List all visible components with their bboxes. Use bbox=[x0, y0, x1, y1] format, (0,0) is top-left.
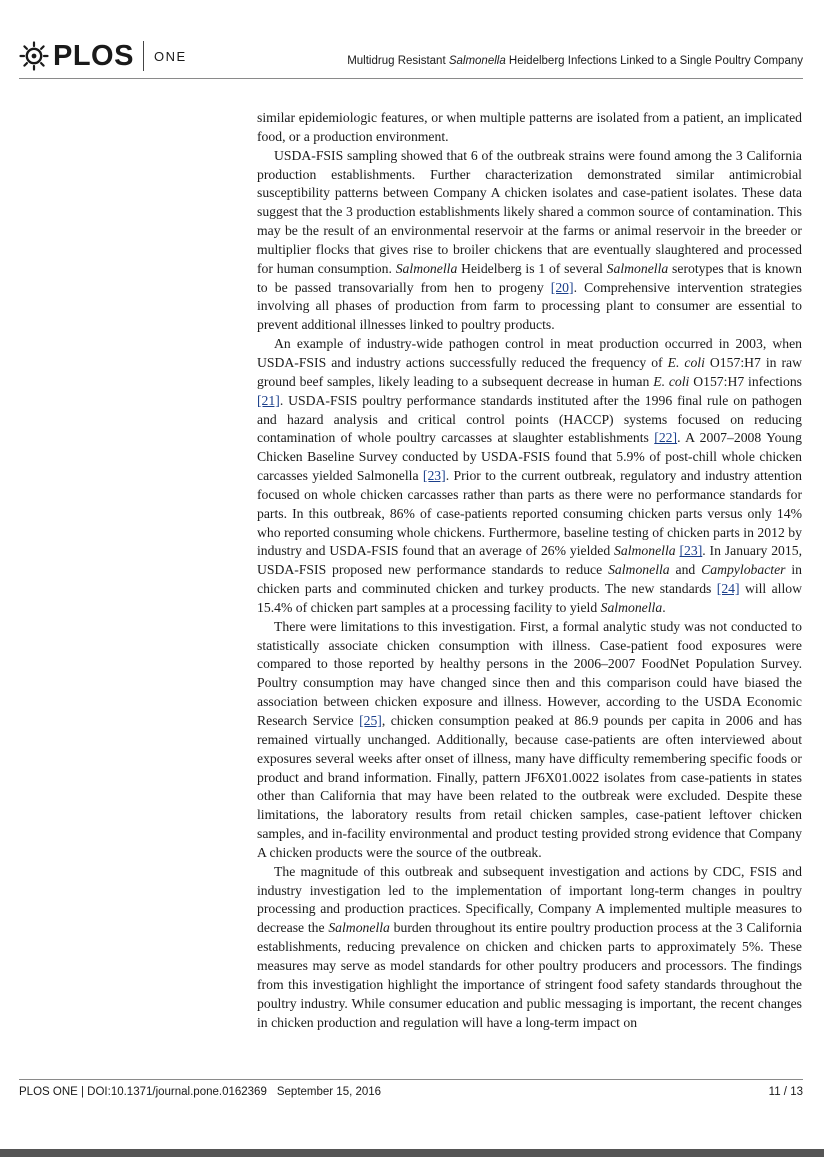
text-run: will allow 15.4% of chicken part samples at a processing facility to yield bbox=[257, 581, 803, 615]
text-run: . bbox=[662, 599, 666, 615]
text-run: An example of industry-wide pathogen control in meat production occurred in 2003, when USDA-FSIS and industry actions successfully reduced the frequency of bbox=[257, 336, 802, 370]
reference-link[interactable]: [20] bbox=[550, 279, 574, 295]
running-title: Multidrug Resistant Salmonella Heidelberg Infections Linked to a Single Poultry Company bbox=[347, 55, 803, 67]
reference-link[interactable]: [24] bbox=[716, 581, 740, 597]
text-run: O157:H7 in raw ground beef samples, likely leading to a subsequent decrease in human bbox=[257, 354, 802, 389]
text-run: . Prior to the current outbreak, regulatory and industry attention focused on whole chicken carcasses rather than parts as there were no performance standards for parts. In this outbreak, 86% of case-patients reported consuming chicken parts versus only 14% who reported consuming whole chickens. Furthermore, baseline testing of chicken parts in 2012 by industry and USDA-FSIS found that an average of 26% yielded bbox=[257, 468, 802, 559]
paragraph bbox=[257, 147, 802, 335]
reference-link[interactable]: [23] bbox=[422, 468, 446, 484]
article-body bbox=[257, 109, 802, 1032]
paragraph bbox=[257, 335, 802, 618]
text-run: . USDA-FSIS poultry performance standards instituted after the 1996 final rule on pathogen and hazard analysis and critical control points (HACCP) systems focused on reducing contamination of whole poultry carcasses at slaughter establishments bbox=[257, 392, 802, 446]
footer-citation bbox=[19, 1086, 381, 1098]
paragraph bbox=[257, 863, 802, 1033]
italic-term: Campylobacter bbox=[701, 562, 786, 578]
text-run: . A 2007–2008 Young Chicken Baseline Survey conducted by USDA-FSIS found that 5.9% of post-chill whole chicken carcasses yielded Salmonella bbox=[257, 430, 802, 484]
reference-link[interactable]: [21] bbox=[257, 392, 280, 408]
paragraph-continued bbox=[257, 109, 802, 147]
text-run: USDA-FSIS sampling showed that 6 of the outbreak strains were found among the 3 California production establishments. Further characterization demonstrated similar antimicrobial susceptibility patterns between Company A chicken isolates and case-patient isolates. These data suggest that the 3 production establishments likely shared a common source of contamination. This may be the result of an environmental reservoir at the farms or animal reservoir in the breeder or multiplier flocks that gives rise to broiler chickens that are eventually slaughtered and processed for human consumption. bbox=[257, 147, 802, 276]
text-run: The magnitude of this outbreak and subsequent investigation and actions by CDC, FSIS and industry investigation led to the implementation of important long-term changes in poultry processing and production practices. Specifically, Company A implemented multiple measures to decrease the bbox=[257, 863, 802, 936]
italic-term: Salmonella bbox=[328, 920, 390, 936]
publication-date: September 15, 2016 bbox=[276, 1086, 382, 1098]
text-run: . In January 2015, USDA-FSIS proposed new performance standards to reduce bbox=[257, 543, 803, 578]
text-run: There were limitations to this investigation. First, a formal analytic study was not conducted to statistically associate chicken consumption with illness. Case-patient food exposures were compared to those reported by healthy persons in the 2006–2007 FoodNet Population Survey. Poultry consumption may have changed since then and this comparison could have biased the association between chicken exposure and illness. However, according to the USDA Economic Research Service bbox=[257, 618, 802, 728]
page-header bbox=[0, 0, 824, 90]
viewer-bottom-bar bbox=[0, 1149, 824, 1157]
paragraph bbox=[257, 618, 802, 863]
plos-one-logo[interactable] bbox=[19, 39, 187, 73]
text-run: , chicken consumption peaked at 86.9 pounds per capita in 2006 and has remained virtually unchanged. Additionally, because case-patients are often interviewed about exposures several weeks after onset of illness, many have difficulty remembering specific foods or product and brand information. Finally, pattern JF6X01.0022 isolates from case-patients in states other than California that may have been related to the outbreak were excluded. Despite these limitations, the laboratory results from retail chicken samples, case-patient leftover chicken samples, and in-facility environmental and product testing provided strong evidence that Company A chicken products were the source of the outbreak. bbox=[257, 713, 803, 860]
logo-divider bbox=[143, 41, 144, 71]
reference-link[interactable]: [23] bbox=[679, 543, 703, 559]
header-rule bbox=[19, 78, 803, 79]
text-run: Heidelberg is 1 of several bbox=[457, 260, 607, 276]
italic-term: Salmonella bbox=[600, 599, 663, 615]
text-run: in chicken parts and comminuted chicken and turkey products. The new standards bbox=[257, 562, 803, 597]
text-run: similar epidemiologic features, or when multiple patterns are isolated from a patient, an implicated food, or a production environment. bbox=[257, 110, 802, 144]
reference-link[interactable]: [25] bbox=[359, 713, 382, 728]
italic-term: Salmonella bbox=[608, 562, 670, 578]
italic-term: E. coli bbox=[653, 373, 690, 389]
footer-rule bbox=[19, 1079, 803, 1080]
text-run: and bbox=[669, 562, 702, 578]
page-number: 11 / 13 bbox=[768, 1086, 803, 1098]
text-run: burden throughout its entire poultry production process at the 3 California establishments, reducing prevalence on chicken and chicken parts to approximately 5%. These measures may serve as model standards for other poultry producers and processors. The findings from this investigation highlight the importance of stringent food safety standards throughout the poultry industry. While consumer education and public messaging is important, the recent changes in chicken production and regulation will have a long-term impact on bbox=[257, 920, 803, 1030]
italic-term: Salmonella bbox=[614, 543, 676, 559]
text-run: . Comprehensive intervention strategies involving all phases of production from farm to processing plant to consumer are essential to prevent additional illnesses linked to poultry products. bbox=[257, 279, 802, 333]
plos-sunburst-icon bbox=[19, 41, 49, 71]
text-run: serotypes that is known to be passed transovarially from hen to progeny bbox=[257, 260, 802, 295]
text-run: O157:H7 infections bbox=[689, 373, 802, 389]
brand-wordmark: PLOS bbox=[53, 40, 134, 72]
reference-link[interactable]: [22] bbox=[654, 430, 678, 446]
journal-name: ONE bbox=[153, 49, 187, 64]
italic-term: E. coli bbox=[667, 354, 705, 370]
italic-term: Salmonella bbox=[395, 260, 458, 276]
doi-citation[interactable]: PLOS ONE | DOI:10.1371/journal.pone.0162369 bbox=[19, 1086, 267, 1098]
italic-term: Salmonella bbox=[606, 260, 669, 276]
